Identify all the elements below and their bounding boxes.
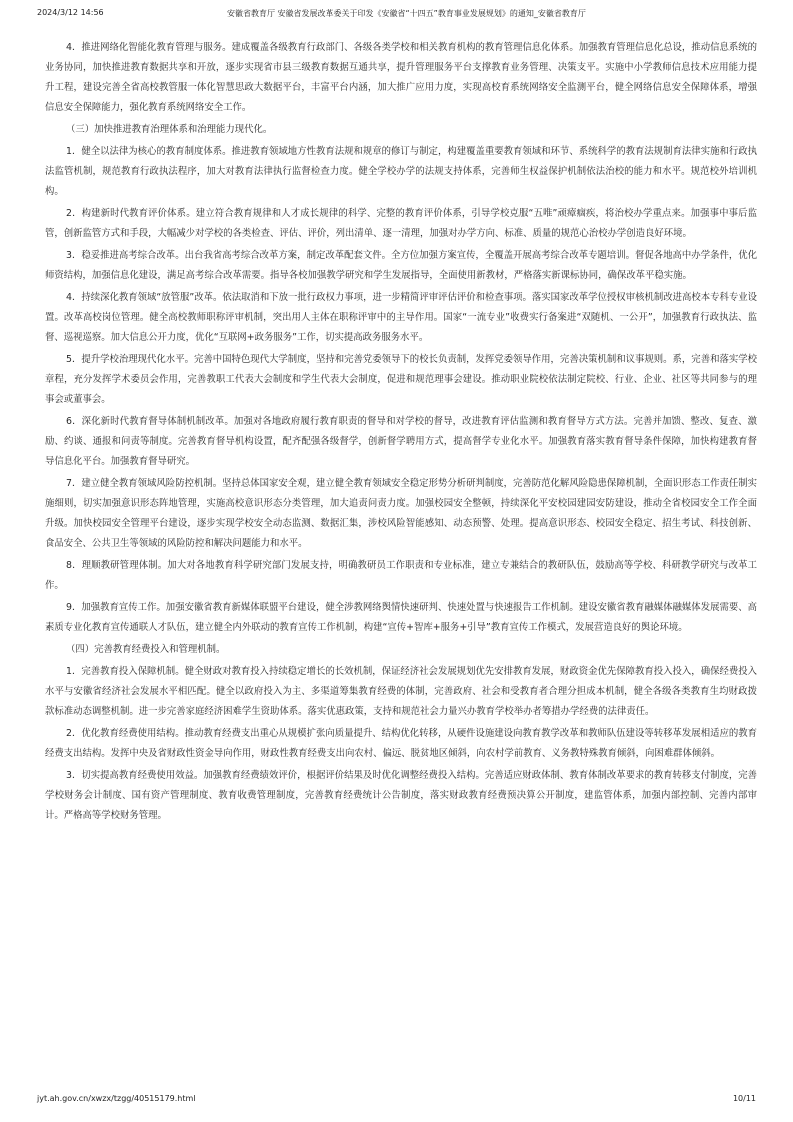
- article-body: [45, 38, 757, 828]
- paragraph: 3．稳妥推进高考综合改革。出台我省高考综合改革方案，制定改革配套文件。全方位加强方案宣传，全覆盖开展高考综合改革专题培训。督促各地高中办学条件，优化师资结构，加强信息化建设，满足高考综合改革需要。指导各校加强教学研究和学生发展指导，全面使用新教材，严格落实新课标协同，确保改革平稳实施。: [45, 250, 757, 281]
- print-header: [37, 8, 756, 22]
- paragraph: 3．切实提高教育经费使用效益。加强教育经费绩效评价，根据评价结果及时优化调整经费投入结构。完善适应财政体制、教育体制改革要求的教育转移支付制度，完善学校财务会计制度、国有资产管理制度、教育收费管理制度，完善教育经费统计公告制度，落实财政教育经费预决算公开制度，建监管体系，加强内部控制、完善内部审计。严格高等学校财务管理。: [45, 770, 757, 821]
- page-number: 10/11: [732, 1094, 756, 1103]
- paragraph: 8．理顺教研管理体制。加大对各地教育科学研究部门发展支持，明确教研员工作职责和专业标准，建立专兼结合的教研队伍，鼓励高等学校、科研教学研究与改革工作。: [45, 560, 757, 591]
- section-heading: （四）完善教育经费投入和管理机制。: [66, 644, 226, 655]
- paragraph: 2．构建新时代教育评价体系。建立符合教育规律和人才成长规律的科学、完整的教育评价体系，引导学校克服“五唯”顽瘴痼疾，将治校办学重点来。加强事中事后监管，创新监管方式和手段，大幅减少对学校的各类检查、评估、评价，列出清单、逐一清理，加强对办学方向、标准、质量的规范心治校办学创造良好环境。: [45, 208, 757, 239]
- paragraph: 1．完善教育投入保障机制。健全财政对教育投入持续稳定增长的长效机制，保证经济社会发展规划优先安排教育发展，财政资金优先保障教育投入投入，确保经费投入水平与安徽省经济社会发展水平相匹配。健全以政府投入为主、多渠道筹集教育经费的体制，完善政府、社会和受教育者合理分担成本机制，健全各级各类教育生均财政拨款标准动态调整机制。进一步完善家庭经济困难学生资助体系。落实优惠政策，支持和规范社会力量兴办教育学校举办者筹措办学经费的法律责任。: [45, 666, 757, 717]
- print-datetime: 2024/3/12 14:56: [37, 8, 104, 17]
- print-page-title: 安徽省教育厅 安徽省发展改革委关于印发《安徽省“十四五”教育事业发展规划》的通知_安徽省教育厅: [227, 9, 586, 18]
- paragraph: 5．提升学校治理现代化水平。完善中国特色现代大学制度，坚持和完善党委领导下的校长负责制，发挥党委领导作用，完善决策机制和议事规则。系，完善和落实学校章程，充分发挥学术委员会作用，完善教职工代表大会制度和学生代表大会制度，促进和规范理事会建设。推动职业院校依法制定院校、行业、企业、社区等共同参与的理事会或董事会。: [45, 354, 757, 405]
- paragraph: 4．持续深化教育领域“放管服”改革。依法取消和下放一批行政权力事项，进一步精简评审评估评价和检查事项。落实国家改革学位授权审核机制改进高校本专科专业设置。改革高校岗位管理。健全高校教师职称评审机制，突出用人主体在职称评审中的主导作用。国家“一流专业”收费实行备案进“双随机、一公开”，加强教育行政执法、监督、巡视巡察。加大信息公开力度，优化“互联网+政务服务”工作，切实提高政务服务水平。: [45, 292, 757, 343]
- print-footer: [37, 1094, 756, 1108]
- paragraph: 7．建立健全教育领域风险防控机制。坚持总体国家安全观，建立健全教育领域安全稳定形势分析研判制度，完善防范化解风险隐患保障机制，全面识形态工作责任制实施细则，切实加强意识形态阵地管理，实施高校意识形态分类管理，加大追责问责力度。加强校园安全整顿，持续深化平安校园建园安防建设，推动全省校园安全工作全面升级。加快校园安全管理平台建设，逐步实现学校安全动态监测、数据汇集，涉校风险智能感知、动态预警、处理。提高意识形态、校园安全稳定、招生考试、科技创新、食品安全、公共卫生等领域的风险防控和解决问题能力和水平。: [45, 478, 757, 549]
- paragraph: 1．健全以法律为核心的教育制度体系。推进教育领域地方性教育法规和规章的修订与制定，构建覆盖重要教育领域和环节、系统科学的教育法规制育法律实施和行政执法监管机制，规范教育行政执法程序，加大对教育法律执行监督检查力度。健全学校办学的法规支持体系，完善师生权益保护机制依法治校的能力和水平。规范校外培训机构。: [45, 146, 757, 197]
- paragraph: 4．推进网络化智能化教育管理与服务。建成覆盖各级教育行政部门、各级各类学校和相关教育机构的教育管理信息化体系。加强教育管理信息化总设，推动信息系统的业务协同，加快推进教育数据共享和开放，逐步实现省市县三级教育数据互通共享，提升管理服务平台支撑教育业务管理、决策支平。实施中小学教师信息技术应用能力提升工程，建设完善全省高校教管服一体化智慧思政大数据平台，丰富平台内涵，加大推广应用力度，实现高校育系统网络安全监测平台，健全网络信息安全保障体系，增强信息安全保障能力，强化教育系统网络安全工作。: [45, 42, 757, 113]
- page-url: jyt.ah.gov.cn/xwzx/tzgg/40515179.html: [37, 1094, 196, 1103]
- paragraph: 9．加强教育宣传工作。加强安徽省教育新媒体联盟平台建设，健全涉教网络舆情快速研判、快速处置与快速报告工作机制。建设安徽省教育融媒体融媒体发展需要、高素质专业化教育宣传通联人才队伍，建立健全内外联动的教育宣传工作机制，构建“宣传+智库+服务+引导”教育宣传工作模式，发展营造良好的舆论环境。: [45, 602, 757, 633]
- section-heading: （三）加快推进教育治理体系和治理能力现代化。: [66, 124, 273, 135]
- paragraph: 6．深化新时代教育督导体制机制改革。加强对各地政府履行教育职责的督导和对学校的督导，改进教育评估监测和教育督导方式方法。完善并加馈、整改、复查、激励、约谈、通报和问责等制度。完善教育督导机构设置，配齐配强各级督学，创新督学聘用方式，提高督学专业化水平。加强教育落实教育督导条件保障，加快构建教育督导信息化平台。加强教育督导研究。: [45, 416, 757, 467]
- paragraph: 2．优化教育经费使用结构。推动教育经费支出重心从规模扩张向质量提升、结构优化转移，从硬件设施建设向教育教学改革和教师队伍建设等转移革发展相适应的教育经费支出结构。发挥中央及省财政性资金导向作用，财政性教育经费支出向农村、偏远、脱贫地区倾斜，向农村学前教育、义务教特殊教育倾斜，向困难群体倾斜。: [45, 728, 757, 759]
